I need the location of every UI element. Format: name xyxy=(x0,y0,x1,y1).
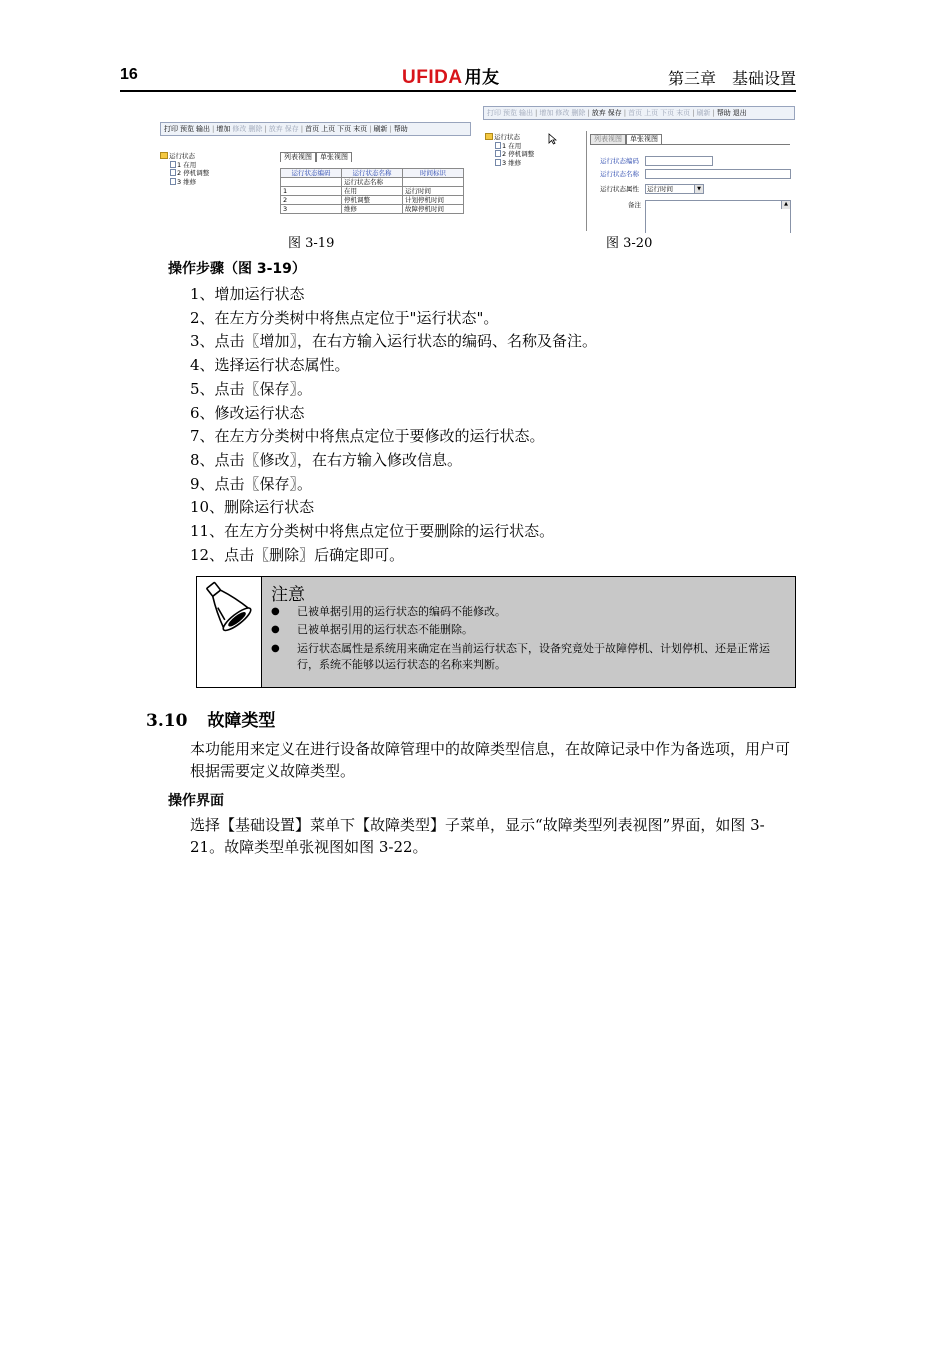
document-icon xyxy=(170,161,176,168)
document-icon xyxy=(170,178,176,185)
column-header[interactable]: 运行状态名称 xyxy=(342,169,403,178)
step-item: 11、在左方分类树中将焦点定位于要删除的运行状态。 xyxy=(190,522,555,541)
table-cell: 停机调整 xyxy=(342,196,403,205)
toolbar-separator: | xyxy=(692,109,695,117)
status-attr-value: 运行时间 xyxy=(647,185,673,193)
document-icon xyxy=(495,142,501,149)
table-row[interactable] xyxy=(281,205,464,214)
toolbar-button[interactable]: 打印 xyxy=(487,109,501,117)
toolbar-separator: | xyxy=(212,125,215,133)
status-attr-select[interactable] xyxy=(645,184,704,194)
header-rule xyxy=(120,90,796,92)
tree-root[interactable]: 运行状态 xyxy=(485,133,534,142)
caption-fig19: 图 3-19 xyxy=(288,236,335,251)
sub-heading: 操作界面 xyxy=(168,793,224,809)
note-box: 注意 ● 已被单据引用的运行状态的编码不能修改。 ● 已被单据引用的运行状态不能删除。 ● 运行状态属性是系统用来确定在当前运行状态下，设备究竟处于故障停机、计划停机、还是正常运行，系统不能够以运行状态的名称来判断。 xyxy=(196,576,796,688)
tree-items xyxy=(485,142,534,168)
step-item: 10、删除运行状态 xyxy=(190,498,315,517)
step-item: 12、点击〖删除〗后确定即可。 xyxy=(190,545,405,564)
step-item: 1、增加运行状态 xyxy=(190,285,305,303)
section-body: 选择【基础设置】菜单下【故障类型】子菜单，显示“故障类型列表视图”界面，如图 3-21。故障类型单张视图如图 3-22。 xyxy=(190,816,765,856)
scroll-up-icon[interactable]: ▲ xyxy=(781,201,790,209)
toolbar-button[interactable]: 上页 xyxy=(644,109,659,117)
figure-3-19 xyxy=(160,122,472,232)
table-cell: 维修 xyxy=(342,205,403,214)
column-header[interactable]: 时间标识 xyxy=(403,169,464,178)
table-cell: 运行时间 xyxy=(403,187,464,196)
table-cell xyxy=(403,178,464,187)
tab-list-view[interactable]: 列表视图 xyxy=(280,152,316,162)
section-number: 3.10 xyxy=(146,711,188,731)
bullet-icon: ● xyxy=(271,606,280,617)
toolbar-button[interactable]: 末页 xyxy=(676,109,691,117)
status-name-input[interactable] xyxy=(645,169,791,179)
bullet-icon: ● xyxy=(271,624,280,635)
toolbar-separator: | xyxy=(587,109,590,117)
bullet-icon: ● xyxy=(271,643,280,654)
section-title: 故障类型 xyxy=(207,711,276,731)
tab-single-view[interactable]: 单张视图 xyxy=(316,152,352,162)
label-status-code: 运行状态编码 xyxy=(600,157,639,165)
ufida-logo xyxy=(402,63,500,89)
toolbar-button[interactable]: 输出 xyxy=(196,125,210,133)
bell-icon xyxy=(197,577,262,687)
toolbar-separator: | xyxy=(712,109,715,117)
status-table xyxy=(280,168,464,214)
toolbar-button[interactable]: 下页 xyxy=(337,125,352,133)
step-item: 5、点击〖保存〗。 xyxy=(190,379,313,398)
toolbar-separator: | xyxy=(264,125,267,133)
tree-fig20 xyxy=(485,133,534,167)
toolbar-button[interactable]: 打印 xyxy=(164,125,178,133)
toolbar-button[interactable]: 删除 xyxy=(571,109,586,117)
tree-fig19 xyxy=(160,152,209,186)
tree-item[interactable]: 1 在用 xyxy=(160,161,209,170)
column-header[interactable]: 运行状态编码 xyxy=(281,169,342,178)
step-item: 4、选择运行状态属性。 xyxy=(190,356,350,375)
table-cell: 3 xyxy=(281,205,342,214)
label-note: 备注 xyxy=(628,201,641,209)
label-status-attr: 运行状态属性 xyxy=(600,185,639,193)
logo-en: UFIDA xyxy=(402,67,463,88)
step-item: 3、点击〖增加〗，在右方输入运行状态的编码、名称及备注。 xyxy=(190,332,598,351)
tree-item[interactable]: 2 停机调整 xyxy=(160,169,209,178)
table-header-row xyxy=(281,169,464,178)
section-intro: 本功能用来定义在进行设备故障管理中的故障类型信息，在故障记录中作为备选项，用户可根据需要定义故障类型。 xyxy=(190,740,791,780)
tab-single-view[interactable]: 单张视图 xyxy=(626,134,662,144)
table-row[interactable] xyxy=(281,196,464,205)
tabs-fig20 xyxy=(590,134,662,144)
toolbar-button[interactable]: 首页 xyxy=(628,109,643,117)
toolbar-button[interactable]: 增加 xyxy=(539,109,554,117)
toolbar-button[interactable]: 修改 xyxy=(555,109,570,117)
toolbar-button[interactable]: 放弃 xyxy=(591,109,606,117)
document-icon xyxy=(170,169,176,176)
document-icon xyxy=(495,150,501,157)
caption-fig20: 图 3-20 xyxy=(606,236,653,251)
steps-heading: 操作步骤（图 3-19） xyxy=(168,261,306,277)
toolbar-button[interactable]: 首页 xyxy=(305,125,320,133)
toolbar-button[interactable]: 预览 xyxy=(180,125,194,133)
toolbar-button[interactable]: 预览 xyxy=(503,109,517,117)
status-code-input[interactable] xyxy=(645,156,713,166)
table-cell: 运行状态名称 xyxy=(342,178,403,187)
steps-list xyxy=(190,283,597,567)
mouse-cursor-icon xyxy=(548,133,557,145)
toolbar-button[interactable]: 帮助 xyxy=(393,125,408,133)
tab-underline xyxy=(590,144,790,145)
toolbar-button[interactable]: 输出 xyxy=(519,109,533,117)
toolbar-button[interactable]: 放弃 xyxy=(268,125,283,133)
toolbar-separator: | xyxy=(300,125,304,133)
toolbar-button[interactable]: 上页 xyxy=(321,125,336,133)
section-heading xyxy=(146,706,275,731)
table-cell: 1 xyxy=(281,187,342,196)
chevron-down-icon[interactable]: ▼ xyxy=(694,185,703,193)
step-item: 6、修改运行状态 xyxy=(190,403,305,422)
tree-item[interactable]: 3 维修 xyxy=(160,178,209,187)
toolbar-button[interactable]: 退出 xyxy=(732,109,747,117)
figure-3-20 xyxy=(483,106,795,232)
tree-root[interactable]: 运行状态 xyxy=(160,152,209,161)
toolbar-fig20 xyxy=(483,106,795,120)
toolbar-button[interactable]: 刷新 xyxy=(696,109,711,117)
step-item: 8、点击〖修改〗，在右方输入修改信息。 xyxy=(190,450,463,469)
document-icon xyxy=(495,159,501,166)
table-cell: 计划停机时间 xyxy=(403,196,464,205)
folder-icon xyxy=(485,133,493,140)
table-row[interactable] xyxy=(281,178,464,187)
tabs-fig19 xyxy=(280,152,352,162)
toolbar-button[interactable]: 刷新 xyxy=(373,125,388,133)
toolbar-separator: | xyxy=(369,125,372,133)
toolbar-separator: | xyxy=(535,109,538,117)
toolbar-button[interactable]: 下页 xyxy=(660,109,675,117)
toolbar-button[interactable]: 删除 xyxy=(248,125,263,133)
tab-list-view[interactable]: 列表视图 xyxy=(590,134,626,144)
toolbar-fig19 xyxy=(160,122,471,136)
tree-items xyxy=(160,161,209,187)
tree-item[interactable]: 2 停机调整 xyxy=(485,150,534,159)
table-cell: 故障停机时间 xyxy=(403,205,464,214)
tree-item[interactable]: 1 在用 xyxy=(485,142,534,151)
chapter-title: 第三章 基础设置 xyxy=(668,69,797,88)
toolbar-separator: | xyxy=(623,109,627,117)
toolbar-button[interactable]: 末页 xyxy=(353,125,368,133)
toolbar-button[interactable]: 增加 xyxy=(216,125,231,133)
step-item: 7、在左方分类树中将焦点定位于要修改的运行状态。 xyxy=(190,427,545,446)
panel-divider xyxy=(586,131,587,231)
note-title: 注意 xyxy=(271,585,305,605)
table-cell xyxy=(281,178,342,187)
table-cell: 2 xyxy=(281,196,342,205)
page-number: 16 xyxy=(120,66,138,83)
logo-cn: 用友 xyxy=(464,68,500,87)
toolbar-button[interactable]: 修改 xyxy=(232,125,247,133)
table-row[interactable] xyxy=(281,187,464,196)
tree-item[interactable]: 3 维修 xyxy=(485,159,534,168)
label-status-name: 运行状态名称 xyxy=(600,170,639,178)
step-item: 2、在左方分类树中将焦点定位于"运行状态"。 xyxy=(190,308,499,327)
toolbar-button[interactable]: 帮助 xyxy=(716,109,731,117)
table-cell: 在用 xyxy=(342,187,403,196)
note-textarea[interactable] xyxy=(645,200,791,233)
toolbar-button[interactable]: 保存 xyxy=(607,109,622,117)
folder-icon xyxy=(160,152,168,159)
toolbar-separator: | xyxy=(389,125,392,133)
toolbar-button[interactable]: 保存 xyxy=(284,125,299,133)
step-item: 9、点击〖保存〗。 xyxy=(190,474,313,493)
